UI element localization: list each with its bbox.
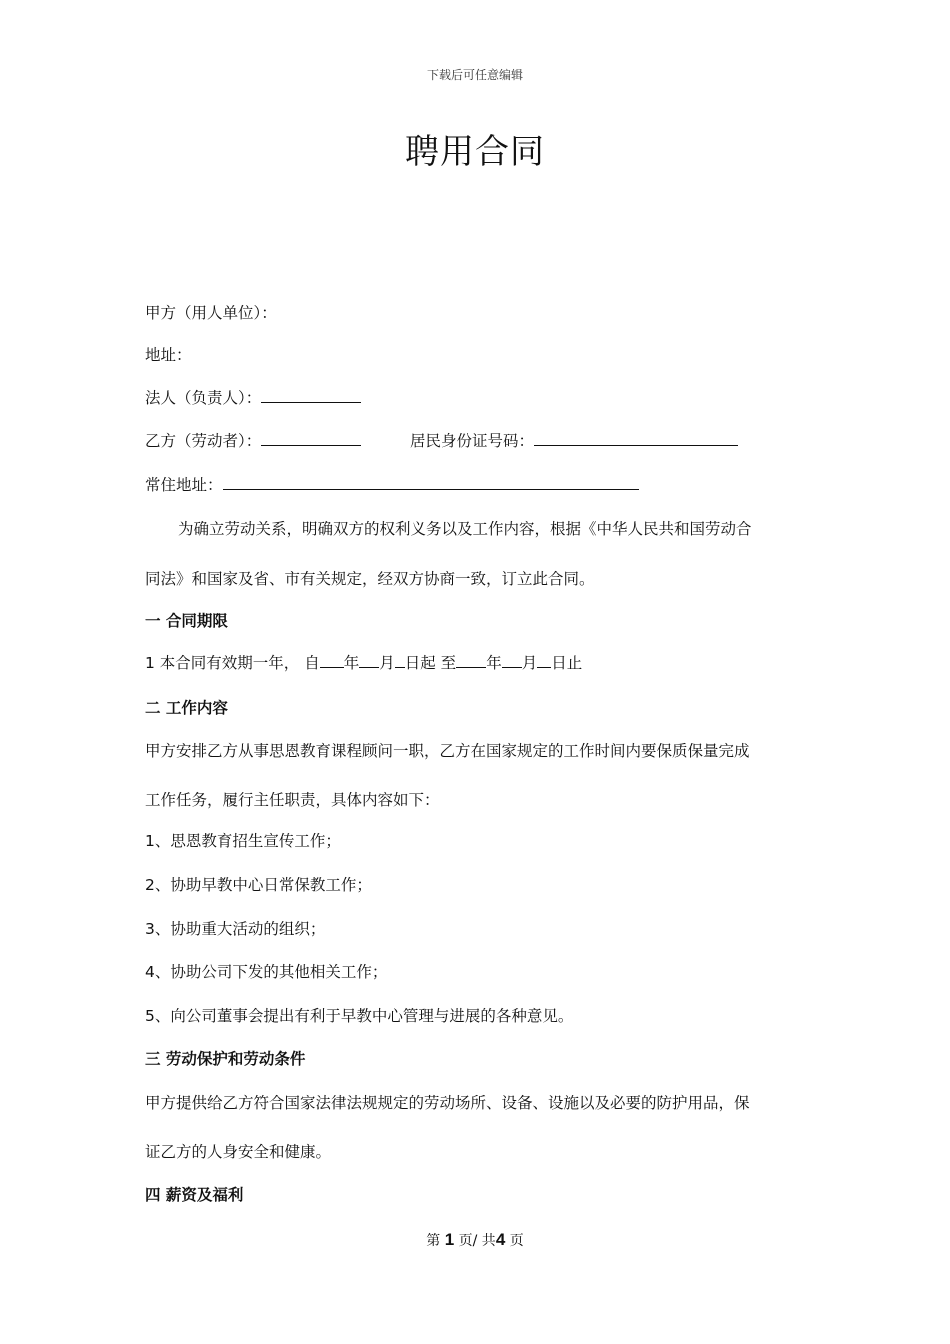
term-year-label: 年	[343, 654, 360, 672]
section-4-heading: 四 薪资及福利	[145, 1186, 244, 1204]
section-2-para-line-1: 甲方安排乙方从事思恩教育课程顾问一职，乙方在国家规定的工作时间内要保质保量完成	[145, 742, 750, 760]
section-2-para-line-2: 工作任务，履行主任职责，具体内容如下：	[145, 791, 440, 809]
footer-middle: 页/ 共	[458, 1233, 496, 1249]
end-year-blank	[456, 653, 486, 668]
legal-rep-row	[145, 386, 361, 408]
residence-blank	[223, 475, 639, 490]
total-pages-number: 4	[495, 1230, 506, 1249]
address-label: 地址：	[145, 346, 192, 364]
party-b-blank	[261, 431, 361, 446]
duty-item-5: 5、向公司董事会提出有利于早教中心管理与进展的各种意见。	[145, 1007, 574, 1025]
footer-prefix: 第	[426, 1233, 441, 1249]
start-year-blank	[320, 653, 344, 668]
header-note: 下载后可任意编辑	[426, 68, 523, 82]
term-prefix: 1 本合同有效期一年， 自	[145, 654, 320, 672]
contract-term-row	[145, 651, 582, 673]
page-number-footer	[0, 1230, 950, 1250]
term-month-label: 月	[379, 654, 395, 672]
id-number-row	[410, 429, 738, 451]
start-month-blank	[359, 653, 379, 668]
party-a-label: 甲方（用人单位）：	[145, 304, 277, 322]
footer-suffix: 页	[509, 1233, 524, 1249]
legal-rep-blank	[261, 388, 361, 403]
party-b-row	[145, 429, 361, 451]
term-from-label: 日起 至	[404, 654, 457, 672]
id-number-label: 居民身份证号码：	[410, 432, 535, 450]
section-3-heading: 三 劳动保护和劳动条件	[145, 1050, 306, 1068]
intro-line-1: 为确立劳动关系，明确双方的权利义务以及工作内容，根据《中华人民共和国劳动合	[178, 520, 752, 538]
start-day-blank	[395, 653, 405, 668]
section-3-para-line-1: 甲方提供给乙方符合国家法律法规规定的劳动场所、设备、设施以及必要的防护用品，保	[145, 1094, 750, 1112]
duty-item-1: 1、思恩教育招生宣传工作；	[145, 832, 341, 850]
duty-item-4: 4、协助公司下发的其他相关工作；	[145, 963, 388, 981]
id-number-blank	[534, 431, 738, 446]
end-day-blank	[537, 653, 551, 668]
term-month2-label: 月	[521, 654, 538, 672]
legal-rep-label: 法人（负责人）：	[145, 389, 262, 407]
intro-line-2: 同法》和国家及省、市有关规定，经双方协商一致，订立此合同。	[145, 570, 595, 588]
party-b-label: 乙方（劳动者）：	[145, 432, 262, 450]
current-page-number: 1	[444, 1230, 455, 1249]
residence-label: 常住地址：	[145, 476, 223, 494]
end-month-blank	[502, 653, 522, 668]
residence-row	[145, 473, 639, 495]
section-3-para-line-2: 证乙方的人身安全和健康。	[145, 1143, 332, 1161]
duty-item-3: 3、协助重大活动的组织；	[145, 920, 326, 938]
section-1-heading: 一 合同期限	[145, 612, 228, 630]
section-2-heading: 二 工作内容	[145, 699, 228, 717]
page-title: 聘用合同	[405, 132, 545, 172]
duty-item-2: 2、协助早教中心日常保教工作；	[145, 876, 372, 894]
term-year2-label: 年	[486, 654, 502, 672]
term-to-label: 日止	[551, 654, 583, 672]
